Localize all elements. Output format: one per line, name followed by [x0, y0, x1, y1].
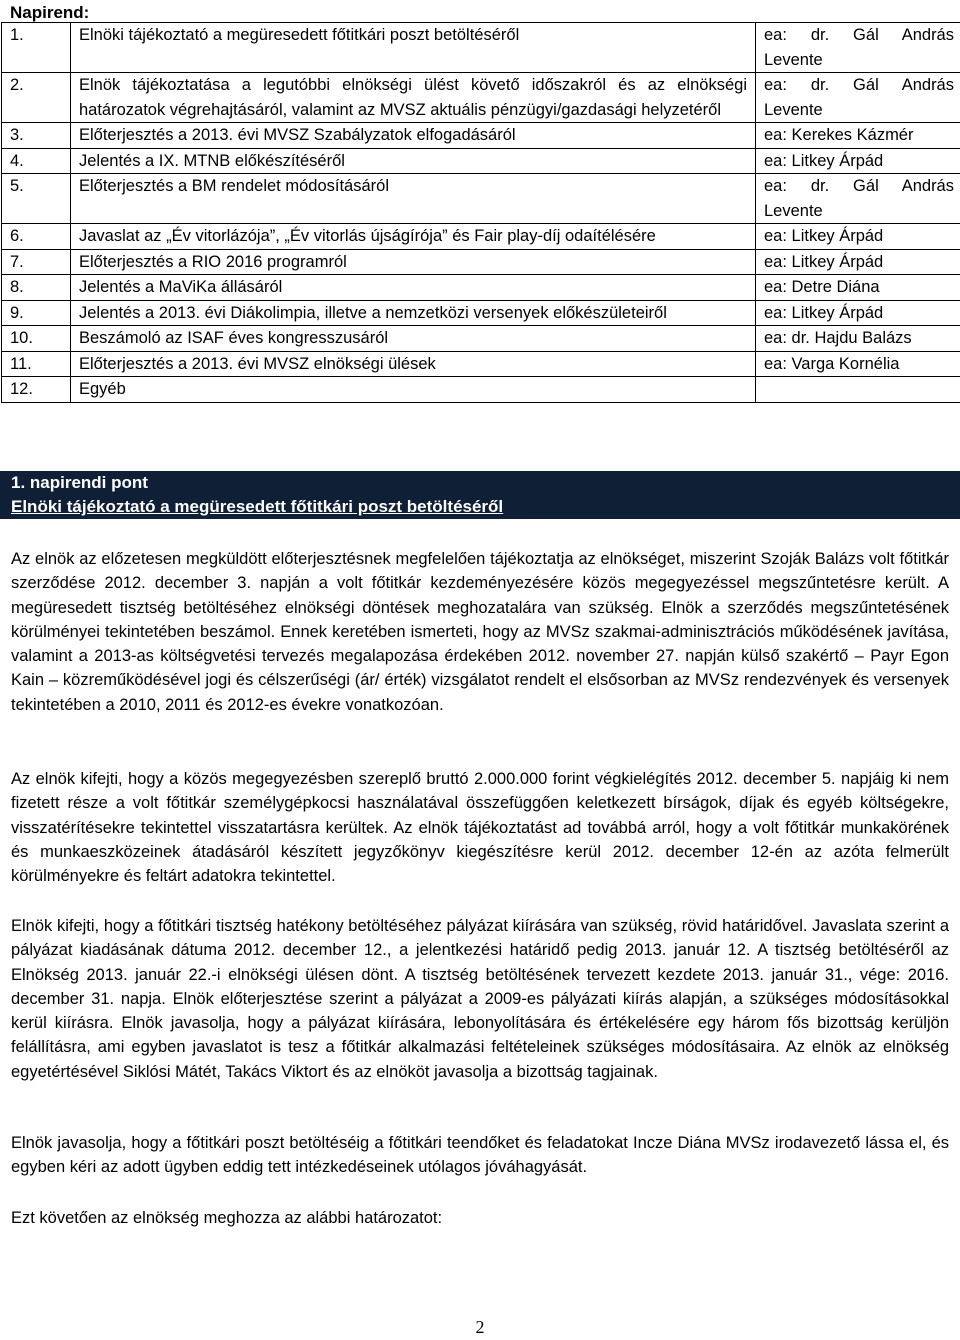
agenda-row: [2, 326, 960, 352]
agenda-item-title: Javaslat az „Év vitorlázója”, „Év vitorlás újságírója” és Fair play-díj odaítélésére: [71, 224, 756, 250]
agenda-item-number: 5.: [2, 174, 71, 224]
agenda-row: [2, 73, 960, 123]
agenda-item-presenter: ea: dr. Gál András Levente: [756, 23, 960, 73]
agenda-row: [2, 23, 960, 73]
agenda-item-title: Egyéb: [71, 377, 756, 403]
agenda-item-number: 12.: [2, 377, 71, 403]
agenda-item-presenter: ea: Litkey Árpád: [756, 148, 960, 174]
agenda-item-title: Jelentés a MaViKa állásáról: [71, 275, 756, 301]
agenda-row: [2, 300, 960, 326]
paragraph: Elnök javasolja, hogy a főtitkári poszt betöltéséig a főtitkári teendőket és feladatokat Incze Diána MVSz irodavezető lássa el, és egyben kéri az adott ügyben eddig tett intézkedéseinek utólagos jóváhagyását.: [11, 1131, 949, 1180]
agenda-item-title: Előterjesztés a BM rendelet módosításáról: [71, 174, 756, 224]
paragraph: Ezt követően az elnökség meghozza az alábbi határozatot:: [11, 1206, 949, 1230]
agenda-item-presenter: ea: Kerekes Kázmér: [756, 123, 960, 149]
agenda-item-presenter: ea: Detre Diána: [756, 275, 960, 301]
agenda-item-number: 8.: [2, 275, 71, 301]
section-title: Elnöki tájékoztató a megüresedett főtitkári poszt betöltéséről: [11, 495, 960, 519]
agenda-item-number: 4.: [2, 148, 71, 174]
agenda-row: [2, 249, 960, 275]
agenda-item-number: 3.: [2, 123, 71, 149]
paragraph: Elnök kifejti, hogy a főtitkári tisztség hatékony betöltéséhez pályázat kiírására van szükség, rövid határidővel. Javaslata szerint a pályázat kiadásának dátuma 2012. december 12., a jelentkezési határidő pedig 2013. január 12. A tisztség betöltéséről az Elnökség 2013. január 22.-i elnökségi ülésen dönt. A tisztség betöltésének tervezett kezdete 2013. január 31., vége: 2016. december 31. napja. Elnök előterjesztése szerint a pályázat a 2009-es pályázati kiírás alapján, a szükséges módosításokkal kerül kiírásra. Elnök javasolja, hogy a pályázat kiírására, lebonyolítására és értékelésére egy három fős bizottság kerüljön felállításra, ami egyben javaslatot is tesz a főtitkár alkalmazási feltételeinek szükséges módosításaira. Az elnök az elnökség egyetértésével Siklósi Mátét, Takács Viktort és az elnököt javasolja a bizottság tagjainak.: [11, 914, 949, 1084]
paragraph: Az elnök kifejti, hogy a közös megegyezésben szereplő bruttó 2.000.000 forint végkielégítés 2012. december 5. napjáig ki nem fizetett része a volt főtitkár személygépkocsi használatával összefüggően keletkezett bírságok, díjak és egyéb költségekre, visszatérítésekre tekintettel visszatartásra kerültek. Az elnök tájékoztatást ad továbbá arról, hogy a volt főtitkár munkakörének és munkaeszközeinek átadásáról készített jegyzőkönyv kiegészítésre kerül 2012. december 12-én az azóta felmerült körülményekre és feltárt adatokra tekintettel.: [11, 767, 949, 888]
agenda-item-number: 2.: [2, 73, 71, 123]
agenda-item-presenter: ea: dr. Hajdu Balázs: [756, 326, 960, 352]
agenda-row: [2, 377, 960, 403]
agenda-item-title: Jelentés a 2013. évi Diákolimpia, illetve a nemzetközi versenyek előkészületeiről: [71, 300, 756, 326]
paragraph: Az elnök az előzetesen megküldött előterjesztésnek megfelelően tájékoztatja az elnökséget, miszerint Szoják Balázs volt főtitkár szerződése 2012. december 3. napján a volt főtitkár kezdeményezésére közös megegyezéssel megszűntetésre került. A megüresedett tisztség betöltéséhez elnökségi döntések meghozatalára van szükség. Elnök a szerződés megszűntetésének körülményei tekintetében beszámol. Ennek keretében ismerteti, hogy az MVSz szakmai-adminisztrációs működésének javítása, valamint a 2013-as költségvetési tervezés megalapozása érdekében 2012. november 27. napján külső szakértő – Payr Egon Kain – közreműködésével jogi és célszerűségi (ár/ érték) vizsgálatot rendelt el elsősorban az MVSz rendezvények és versenyek tekintetében a 2010, 2011 és 2012-es évekre vonatkozóan.: [11, 547, 949, 717]
agenda-item-presenter: ea: dr. Gál András Levente: [756, 174, 960, 224]
agenda-item-number: 10.: [2, 326, 71, 352]
agenda-item-number: 7.: [2, 249, 71, 275]
agenda-row: [2, 275, 960, 301]
agenda-item-title: Előterjesztés a 2013. évi MVSZ Szabályzatok elfogadásáról: [71, 123, 756, 149]
agenda-item-presenter: ea: Litkey Árpád: [756, 224, 960, 250]
agenda-row: [2, 174, 960, 224]
agenda-item-number: 9.: [2, 300, 71, 326]
agenda-item-title: Elnöki tájékoztató a megüresedett főtitkári poszt betöltéséről: [71, 23, 756, 73]
agenda-item-presenter: ea: Litkey Árpád: [756, 249, 960, 275]
section-label: 1. napirendi pont: [11, 471, 960, 495]
agenda-item-title: Beszámoló az ISAF éves kongresszusáról: [71, 326, 756, 352]
agenda-table: [1, 22, 960, 403]
agenda-row: [2, 148, 960, 174]
agenda-item-presenter: ea: dr. Gál András Levente: [756, 73, 960, 123]
agenda-row: [2, 351, 960, 377]
agenda-item-presenter: ea: Litkey Árpád: [756, 300, 960, 326]
agenda-item-title: Előterjesztés a 2013. évi MVSZ elnökségi ülések: [71, 351, 756, 377]
agenda-item-number: 6.: [2, 224, 71, 250]
page-number: 2: [0, 1315, 960, 1340]
section-banner: [0, 471, 960, 519]
agenda-item-number: 11.: [2, 351, 71, 377]
agenda-item-presenter: ea: Varga Kornélia: [756, 351, 960, 377]
agenda-item-title: Jelentés a IX. MTNB előkészítéséről: [71, 148, 756, 174]
agenda-item-title: Elnök tájékoztatása a legutóbbi elnökségi ülést követő időszakról és az elnökségi határozatok végrehajtásáról, valamint az MVSZ aktuális pénzügyi/gazdasági helyzetéről: [71, 73, 756, 123]
agenda-item-number: 1.: [2, 23, 71, 73]
agenda-item-presenter: [756, 377, 960, 403]
agenda-row: [2, 123, 960, 149]
agenda-heading: Napirend:: [10, 1, 89, 26]
agenda-item-title: Előterjesztés a RIO 2016 programról: [71, 249, 756, 275]
agenda-row: [2, 224, 960, 250]
